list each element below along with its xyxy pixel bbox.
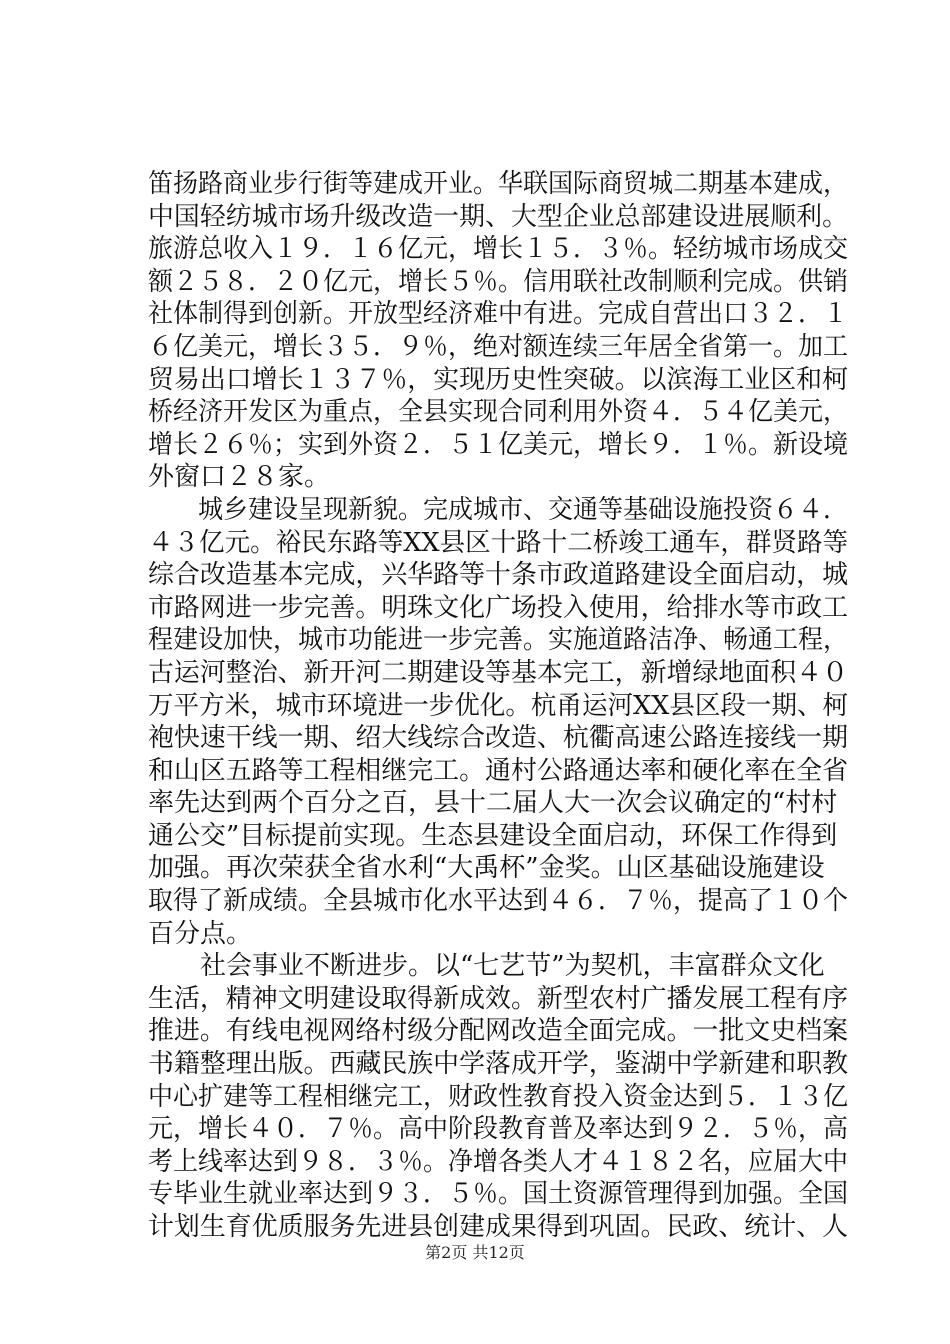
text-line: 额２５８．２０亿元，增长５％。信用联社改制顺利完成。供销 <box>148 266 849 297</box>
text-line: 城乡建设呈现新貌。完成城市、交通等基础设施投资６４． <box>148 494 849 525</box>
text-line: 旅游总收入１９．１６亿元，增长１５．３％。轻纺城市场成交 <box>148 234 849 265</box>
text-line: 考上线率达到９８．３％。净增各类人才４１８２名，应届大中 <box>148 1146 849 1177</box>
text-line: 笛扬路商业步行街等建成开业。华联国际商贸城二期基本建成， <box>148 169 849 199</box>
text-line: 中心扩建等工程相继完工，财政性教育投入资金达到５．１３亿 <box>148 1081 849 1112</box>
text-line: 加强。再次荣获全省水利“大禹杯”金奖。山区基础设施建设 <box>148 853 825 884</box>
body-text <box>148 168 848 1244</box>
text-line: 百分点。 <box>148 918 253 949</box>
text-line: 社会事业不断进步。以“七艺节”为契机，丰富群众文化 <box>148 951 825 982</box>
text-line: 社体制得到创新。开放型经济难中有进。完成自营出口３２．１ <box>148 299 849 330</box>
text-line: 综合改造基本完成，兴华路等十条市政道路建设全面启动，城 <box>148 560 849 591</box>
page-footer: 第2页 共12页 <box>425 1243 525 1262</box>
text-line: 中国轻纺城市场升级改造一期、大型企业总部建设进展顺利。 <box>148 201 849 232</box>
text-line: 元，增长４０．７％。高中阶段教育普及率达到９２．５％，高 <box>148 1114 849 1145</box>
text-line: 贸易出口增长１３７％，实现历史性突破。以滨海工业区和柯 <box>148 364 849 395</box>
text-line: 万平方米，城市环境进一步优化。杭甬运河XX县区段一期、柯 <box>148 690 849 721</box>
text-line: 桥经济开发区为重点，全县实现合同利用外资４．５４亿美元， <box>148 397 849 428</box>
text-line: 生活，精神文明建设取得新成效。新型农村广播发展工程有序 <box>148 983 849 1014</box>
text-line: 外窗口２８家。 <box>148 462 331 493</box>
text-line: 率先达到两个百分之百，县十二届人大一次会议确定的“村村 <box>148 788 838 819</box>
text-line: 计划生育优质服务先进县创建成果得到巩固。民政、统计、人 <box>148 1212 849 1242</box>
text-line: 通公交”目标提前实现。生态县建设全面启动，环保工作得到 <box>148 820 838 851</box>
text-line: 增长２６％；实到外资２．５１亿美元，增长９．１％。新设境 <box>148 429 849 460</box>
text-line: ６亿美元，增长３５．９％，绝对额连续三年居全省第一。加工 <box>148 331 849 362</box>
text-line: 推进。有线电视网络村级分配网改造全面完成。一批文史档案 <box>148 1016 849 1047</box>
text-line: ４３亿元。裕民东路等XX县区十路十二桥竣工通车，群贤路等 <box>148 527 849 558</box>
text-line: 程建设加快，城市功能进一步完善。实施道路洁净、畅通工程， <box>148 625 849 656</box>
text-line: 市路网进一步完善。明珠文化广场投入使用，给排水等市政工 <box>148 592 849 623</box>
text-line: 书籍整理出版。西藏民族中学落成开学，鉴湖中学新建和职教 <box>148 1049 849 1080</box>
text-line: 专毕业生就业率达到９３．５％。国土资源管理得到加强。全国 <box>148 1179 849 1210</box>
text-line: 取得了新成绩。全县城市化水平达到４６．７％，提高了１０个 <box>148 886 849 917</box>
text-line: 袍快速干线一期、绍大线综合改造、杭衢高速公路连接线一期 <box>148 723 849 754</box>
text-line: 古运河整治、新开河二期建设等基本完工，新增绿地面积４０ <box>148 657 849 688</box>
text-line: 和山区五路等工程相继完工。通村公路通达率和硬化率在全省 <box>148 755 849 786</box>
